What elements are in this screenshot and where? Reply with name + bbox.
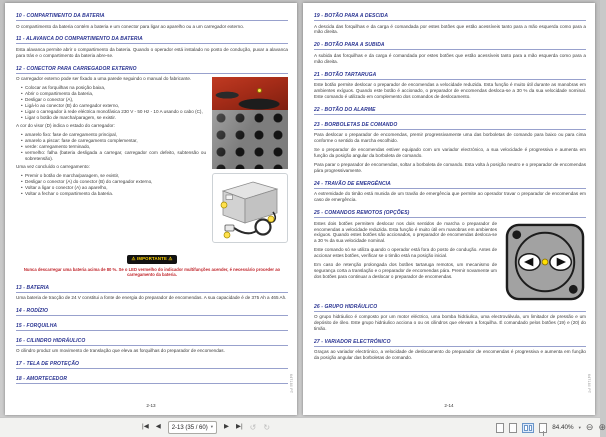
list-item: • Colocar as forquilhas na posição baixa, — [21, 85, 288, 91]
page-select-value: 2-13 (35 / 60) — [171, 424, 208, 431]
list-item: • Voltar a fechar o compartimento da bateria. — [21, 191, 288, 197]
section-paragraph: O compartimento da bateria contém a bateria e um conector para ligar ao aparelho ou a um carregador externo. — [16, 23, 245, 29]
section-heading-22: 22 - BOTÃO DO ALARME — [314, 107, 586, 115]
section-paragraph: Estes dois botões permitem deslocar nos dois sentidos de marcha o preparador de encomendas a velocidade reduzida. Esta função é muito útil em manobras em ambientes exíguos. Quando estes botões são accionados, o preparador de encomendas desloca-se a 30 % da sua velocidade nominal. — [314, 220, 497, 244]
page-select[interactable] — [168, 421, 217, 434]
section-paragraph: Este botão permite deslocar o preparador de encomendas a velocidade reduzida. Esta função é muito útil durante as manobras em ambientes exíguos. Quando este botão é accionado, o preparador de encomendas desloca-se a 30 % da sua velocidade nominal. Este comando é utilizado em complemento dos comandos de deslocamento. — [314, 82, 586, 99]
list-item: • Premir o botão de marcha/paragem, se existir, — [21, 173, 288, 179]
zoom-out-icon[interactable]: ⊖ — [585, 422, 594, 432]
next-page-icon[interactable]: ▶ — [223, 423, 229, 431]
page-navigation-group — [142, 421, 270, 434]
section-heading-13: 13 - BATERIA — [16, 285, 288, 293]
section-heading-12: 12 - CONECTOR PARA CARREGADOR EXTERNO — [16, 66, 288, 74]
section-heading-11: 11 - ALAVANCA DO COMPARTIMENTO DA BATERIA — [16, 36, 288, 44]
section-paragraph: Este comando só se utiliza quando o operador está fora do posto de condução. Antes de accionar estes botões, verificar se o timão está na posição inicial. — [314, 247, 497, 259]
section-paragraph: Em caso de retenção prolongada dos botões tartaruga remotos, um mecanismo de segurança corta a translação e o preparador de encomendas pára. Premir novamente um dos botões para continuar a deslocar o preparador de encomendas. — [314, 262, 497, 279]
doc-reference: 647180 PT — [587, 373, 591, 393]
list-item: • vermelho: falha (bateria desligada a carregar, carregador com defeito, subtensão ou sobretensão). — [21, 150, 288, 162]
list-item: • Ligá-lo ao conector (B) do carregador externo, — [21, 103, 288, 109]
list-item: • Ligar o carregador à rede eléctrica monofásica 230 V - 50 Hz - 10 A usando o cabo (C), — [21, 109, 288, 115]
section-paragraph: A subida das forquilhas e da carga é comandada por estes botões que estão acessíveis tanto para a mão esquerda como para a mão direita. — [314, 52, 586, 64]
zoom-in-icon[interactable]: ⊕ — [598, 422, 606, 432]
section-heading-14: 14 - RODÍZIO — [16, 308, 288, 316]
section-heading-16: 16 - CILINDRO HIDRÁULICO — [16, 338, 288, 346]
section-heading-15: 15 - FORQUILHA — [16, 323, 288, 331]
important-note — [16, 247, 288, 265]
section-paragraph: Uma vez concluído o carregamento: — [16, 164, 90, 169]
list-item: • Voltar a ligar o conector (A) ao aparelho, — [21, 185, 288, 191]
list-item: • Ligar o botão de marcha/paragem, se existir. — [21, 115, 288, 121]
section-heading-27: 27 - VARIADOR ELECTRÓNICO — [314, 339, 586, 347]
section-paragraph: A descida das forquilhas e da carga é comandada por estes botões que estão acessíveis tanto para a mão esquerda como para a mão direita. — [314, 23, 586, 35]
section-heading-17: 17 - TELA DE PROTEÇÃO — [16, 361, 288, 369]
charger-steps-list — [21, 85, 288, 120]
section-paragraph: Para parar o preparador de encomendas, soltar a borboleta de comando. Esta volta à posição neutro e o preparador de encomendas pára progressivamente. — [314, 161, 586, 173]
viewer-toolbar — [0, 417, 606, 437]
last-page-icon[interactable]: ▶| — [235, 423, 243, 431]
section-paragraph: Para deslocar o preparador de encomendas, premir progressivamente uma das borboletas de comando para baixo ou para cima conforme o sentido da marcha escolhido. — [314, 132, 586, 144]
section-heading-18: 18 - AMORTECEDOR — [16, 376, 288, 384]
charger-status-colors-list — [21, 132, 288, 162]
page-left-content — [5, 3, 297, 415]
list-item: • Abrir o compartimento da bateria, — [21, 91, 288, 97]
section-paragraph: Graças ao variador electrónico, a velocidade de deslocamento do preparador de encomendas é progressiva e aumenta em função da posição angular das borboletas de comando. — [314, 349, 586, 361]
chevron-down-icon: ▾ — [210, 424, 213, 430]
list-item: • Desligar o conector (A), — [21, 97, 288, 103]
zoom-level-value[interactable]: 84.40% — [552, 424, 574, 431]
list-item: • verde: carregamento terminado, — [21, 144, 288, 150]
section-heading-21: 21 - BOTÃO TARTARUGA — [314, 72, 586, 80]
section-heading-25: 25 - COMANDOS REMOTOS (OPÇÕES) — [314, 210, 586, 218]
section-paragraph: A extremidade do timão está munida de um travão de emergência que permite ao operador travar o preparador de encomendas em caso de emergência. — [314, 191, 586, 203]
page-left[interactable] — [5, 3, 297, 415]
page-number: 2-13 — [146, 403, 156, 408]
important-warning-text: Nunca descarregar uma bateria acima de 80 %. Se o LED vermelho do indicador multifunções acender, é necessário proceder ao carregamento da bateria. — [23, 266, 281, 278]
important-badge: ⚠ IMPORTANTE ⚠ — [127, 255, 178, 264]
page-number: 2-14 — [444, 403, 454, 408]
list-item: • amarelo a piscar: fase de carregamento complementar, — [21, 138, 288, 144]
section-heading-19: 19 - BOTÃO PARA A DESCIDA — [314, 13, 586, 21]
section-heading-24: 24 - TRAVÃO DE EMERGÊNCIA — [314, 181, 586, 189]
section-paragraph: Esta alavanca permite abrir o compartimento da bateria. Quando o operador está instalado no posto de condução, puxar a alavanca para trás e o compartimento da bateria abre-se. — [16, 46, 288, 58]
page-right[interactable] — [303, 3, 595, 415]
previous-page-icon[interactable]: ◀ — [155, 423, 161, 431]
list-item: • Desligar o conector (A) do conector (B) do carregador externo, — [21, 179, 288, 185]
section-heading-26: 26 - GRUPO HIDRÁULICO — [314, 304, 586, 312]
section-paragraph: A cor do visor (D) indica o estado do carregador: — [16, 123, 115, 129]
doc-reference: 647180 PT — [289, 373, 293, 393]
fit-page-view-icon[interactable] — [509, 423, 517, 433]
zoom-layout-group — [496, 422, 606, 433]
page-right-content — [303, 3, 595, 415]
first-page-icon[interactable]: |◀ — [142, 423, 149, 431]
section-paragraph: O carregador externo pode ser fixado a uma parede seguindo o manual do fabricante. — [16, 76, 192, 82]
remote-controls-illustration — [504, 223, 586, 301]
section-heading-23: 23 - BORBOLETAS DE COMANDO — [314, 122, 586, 130]
list-item: • amarelo fixo: fase de carregamento principal, — [21, 132, 288, 138]
section-heading-10: 10 - COMPARTIMENTO DA BATERIA — [16, 13, 288, 21]
single-page-view-icon[interactable] — [496, 423, 504, 433]
zoom-dropdown-icon[interactable]: ▾ — [578, 424, 581, 430]
two-page-view-icon[interactable] — [522, 423, 534, 433]
section-heading-20: 20 - BOTÃO PARA A SUBIDA — [314, 42, 586, 50]
section-paragraph: O cilindro produz um movimento de translação que eleva as forquilhas do preparador de encomendas. — [16, 348, 225, 354]
next-view-icon[interactable]: ↻ — [263, 422, 271, 432]
section-paragraph: O grupo hidráulico é composto por um motor eléctrico, uma bomba hidráulica, uma electroválvula, um limitador de pressão e um depósito de óleo. Este grupo hidráulico acciona o ou os cilindros que elevam a forquilha. É comandado pelos botões (19) e (20) do timão. — [314, 314, 586, 331]
section-paragraph: Se o preparador de encomendas estiver equipado com um variador electrónico, a sua velocidade é progressiva e aumenta em função da posição angular da borboleta de comando. — [314, 147, 586, 159]
charger-finish-list — [21, 173, 288, 197]
continuous-view-icon[interactable] — [539, 423, 547, 433]
section-paragraph: Uma bateria de tracção de 24 V constitui a fonte de energia do preparador de encomendas. A sua capacidade é de 375 Ah a 465 Ah. — [16, 295, 287, 301]
remote-controls-figure — [504, 223, 586, 301]
previous-view-icon[interactable]: ↺ — [249, 422, 257, 432]
